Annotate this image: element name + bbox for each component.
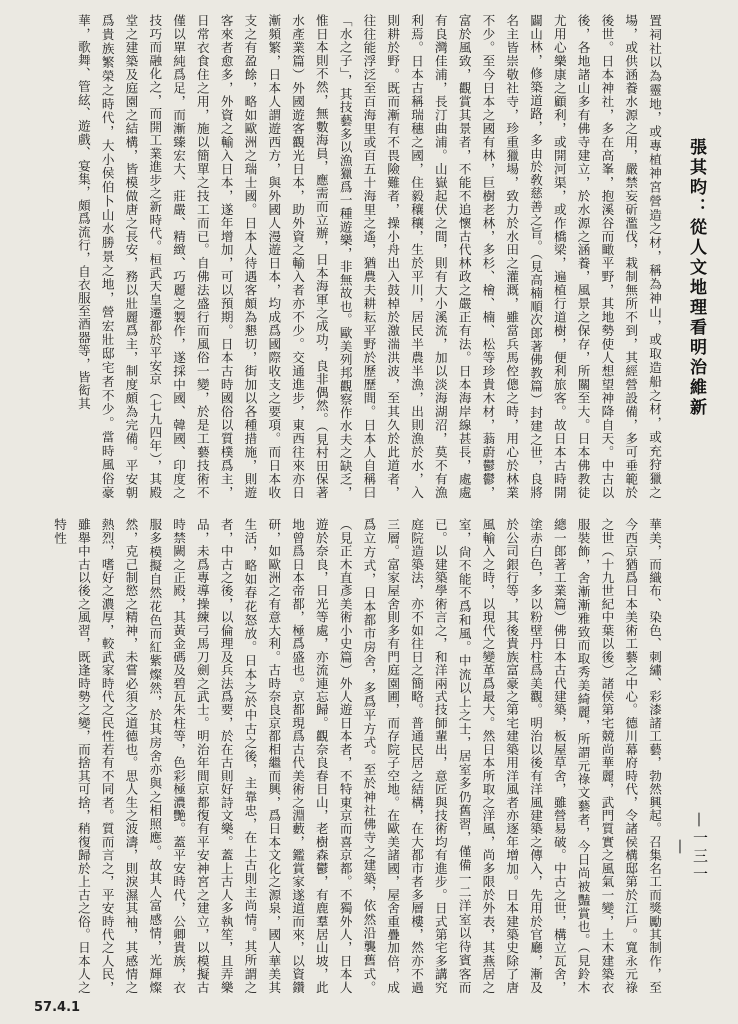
upper-text-block (32, 14, 666, 499)
lower-text: 華美，而織布、染色、刺繡、彩漆諸工藝，勃然興起。召集名工而獎勵其制作，至今西京猶爲日本美術工藝之中心。德川幕府時代，令諸侯構邸第於江戶。寬永元祿之世（十九世紀中葉以後）諸侯第宅競尚華麗，武門質實之風氣一變，土木建築衣服裝飾，舍漸漸雅致而取秀美綺麗，所謂元祿文藝者，今日尚被豔賞也。（見鈴木總一郎著工業篇）佛日本古代建築，板屋草舍，雖營易破。中古之世，構立瓦舍，塗赤白色，多以粉壁丹柱爲美觀。明治以後有洋風建築之傳入，先用於官廳，漸及於公司銀行等，其後貴族富豪之第宅建築用洋風者亦逐年增加。日本建築史除了唐風輸入之時，以現代之變革爲最大。然日本所取之洋風，尚多限於外表，其燕居之室，尙不能不爲和風。中流以上之士，居室多仍舊習，僅備一二洋室以待賓客而已。以建築學術言之，和洋兩式技師輩出，意匠與技術均有進步。日式第宅多講究庭院造築法，亦不如往日之簡略。普通民居之結構，在大都市者多層樓，然亦不過三層。富家屋舍則多有門庭園圃，而存院子空地。在歐美諸國，屋舍重疊加倍，成爲立方式，日本都市房舍，多爲平方式。至於神社佛寺之建築，依然沿襲舊式。（見正木直彥美術小史篇）外人遊日本者，不特東京而喜京都。不獨外人，日本人遊於奈良，日光等處，亦流連忘歸。觀奈良春日山，老樹森鬱，有鹿羣居山坡，此地曾爲日本帝都，極爲盛也。京都現爲古代美術之淵藪，鑑賞家遂道而來，以資鑽研，如歐洲之有意大利。古時奈良京都相繼而興，爲日本文化之源泉，國人華美其生活，略如春花怒放。日本之於中古之後，主靠忠，在上古則主尚情。其所謂之者，中古之後，以倫理及兵法爲要，於在古則好詩文樂。蓋上古人多執笙，且弄樂品，未爲專導操練弓馬刀劍之武士。明治年間京都復有平安神宮之建立，以模擬古時禁闕之正殿，其黃金碼及碧瓦朱柱等，色彩極濃艷。蓋平安時代，公卿貴族，衣服多模擬自然花色而紅紫燦然，於其房舍亦與之相照應。故其人富感情，光輝燦然，克己制慾之精神，未嘗必須之道德也。思人生之波濤，則淚濕其袖，其感情之熱烈，嗜好之濃厚，較武家時代之民性若有不同者。質而言之，平安時代之人民，雖舉中古以後之風習，既逢時勢之變，而捨其可捨，稍復歸於上古之俗。日本人之特性 (52, 518, 662, 994)
upper-text: 置祠社以為靈地，或專植神宮營造之材，稱為神山，或取造船之材，或充狩獵之場，或供涵養水源之用，嚴禁妄斫濫伐，栽制無所不到，其經營設備，多可垂範於後世。日本神社，多在高峯，抱溪谷而瞰平野，其地勢使人想望神降自天。中古以後，各地諸山多有佛寺建立，於水源之涵養，風景之保存，所關至大。日本佛教徒尤用心樂康之顧利，或開河渠，或作橋梁，遍植行道樹，便利旅客。故日本古時開闢山林，修築道路，多由於敎慈善之旨。（見高楠順次郎著佛教篇）封建之世，良將名主皆崇敬社寺，珍重獵場，致力於水田之灌溉，雖當兵馬倥傯之時，用心於林業不少。至今日本之國有林，巨樹老林，多杉、檜、楠、松等珍貴木材，蓊蔚鬱鬱，富於風致，觀賞其景者，不能不追懷古代林政之嚴正有法。日本海岸線甚長，處處有良灣佳浦，長汀曲浦。山嶽起伏之間，則有大小溪流，加以淡海湖沼，莫不有漁利焉。日本古稱瑞穗之國，住毅穰穰，生於平川，居民半農半漁，出則漁於水，入則耕於野。既而漸有不畏險難者，操小舟出入鼓棹於激湍洪波，至其久於此道者，往往能浮泛至百海里或百五十海里之遙，猶農夫耕耘平野於歷歷間。日本人自稱曰「水之子」，其技藝多以漁獵爲一種遊樂，非無故也。歐美列邦觀察作水夫之缺乏，惟日本則不然，無數海員，應需而立辦，日本海軍之成功，良非偶然。（見村田保著水產業篇）外國遊客觀光日本，助外資之輸入者亦不少。交通進步，東西往來亦日漸頻繁，日本人謂遊西方，與外國人漫遊日本，均成爲國際收支之要項。而日本收支之有盈餘，略如歐洲之瑞士國。日本人待遇客頗為懇切，街加以各種措施，則遊客來者愈多，外資之輸入日本，遂年增加，可以預期。日本古時國俗以質樸爲主，日常衣食住之用，施以簡單之技工而已。自佛法盛行而風俗一變，於是工藝技術不僅以單純爲足，而漸臻宏大、莊嚴、精緻、巧麗之製作，遂採中國、韓國、印度之技巧而融化之，而開工業進步之新時代。桓武天皇遷都於平安京（七九四年），其殿堂之建築及庭園之結構，皆模做唐之長安，務以壯麗爲主，制度頗為完備。平安朝爲貴族繁榮之時代，大小侯伯卜山水勝景之地，營宏壯邸宅者不少。當時風俗豪華，歌舞、管絃、遊戲、宴集，頗爲流行，自衣服至酒器等，皆衒其 (75, 14, 662, 499)
running-head: 張其昀：從人文地理看明治維新 (686, 138, 706, 418)
page-number: —一三一— (672, 812, 709, 884)
date-stamp: 57.4.1 (34, 1000, 81, 1015)
lower-text-block (32, 518, 666, 994)
